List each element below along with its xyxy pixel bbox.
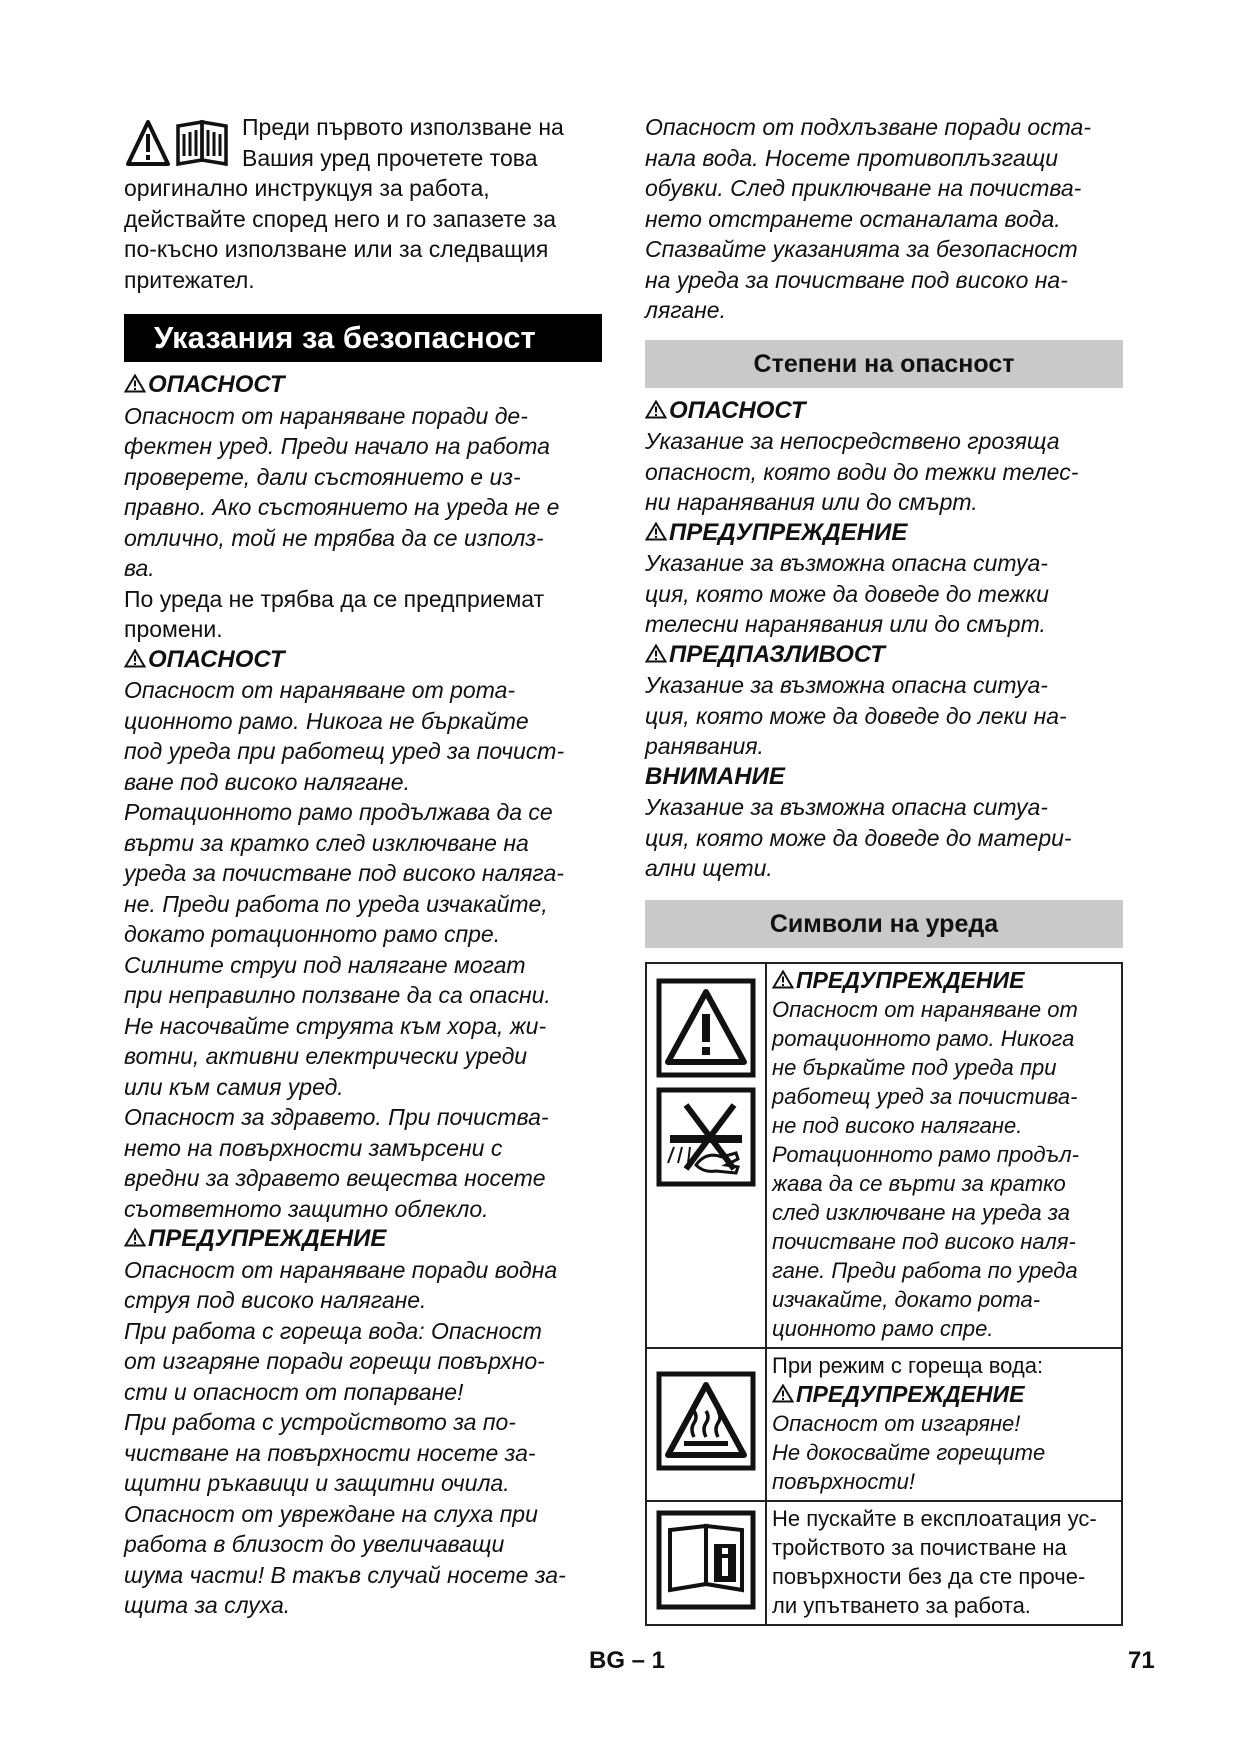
text-line: на уреда за почистване под високо на-: [645, 266, 1068, 293]
text-line: По уреда не трябва да се предприемат: [124, 585, 545, 612]
sym2-signal: [772, 1380, 1118, 1409]
text-line: При режим с гореща вода:: [772, 1352, 1044, 1378]
table-row: [646, 1348, 1122, 1501]
text-line: Спазвайте указанията за безопасност: [645, 236, 1078, 262]
signal-word: ОПАСНОСТ: [669, 396, 806, 424]
text-line: изчакайте, докато рота-: [772, 1286, 1041, 1312]
text-line: ция, която може да доведе до леки на-: [645, 702, 1067, 729]
symbols-table: [645, 962, 1123, 1626]
text-line: гане. Преди работа по уреда: [772, 1257, 1078, 1283]
table-row: [646, 963, 1122, 1348]
text-line: работещ уред за почистива-: [772, 1083, 1078, 1109]
text-line: след изключване на уреда за: [772, 1199, 1070, 1225]
text-line: При работа с гореща вода: Опасност: [124, 1317, 542, 1344]
text-line: не под високо налягане.: [772, 1112, 1023, 1138]
text-line: Опасност от нараняване поради водна: [124, 1256, 558, 1283]
text-line: нето отстранете останалата вода.: [645, 205, 1061, 232]
text-line: опасност, която води до тежки телес-: [645, 458, 1079, 485]
intro-line: действайте според него и го запазете за: [124, 205, 557, 232]
symbol-icon-cell: [646, 1348, 766, 1501]
signal-word: ОПАСНОСТ: [148, 371, 285, 398]
signal-word: ПРЕДУПРЕЖДЕНИЕ: [148, 1225, 387, 1252]
text-line: при неправилно ползване да са опасни.: [124, 982, 551, 1008]
text-line: тройството за почистване на: [772, 1534, 1067, 1560]
text-line: При работа с устройството за по-: [124, 1409, 516, 1435]
text-line: Не докосвайте горещите: [772, 1439, 1046, 1465]
text-line: Опасност от нараняване от: [772, 996, 1078, 1022]
text-line: докато ротационното рамо спре.: [124, 921, 501, 947]
text-line: върти за кратко след изключване на: [124, 829, 529, 856]
signal-word: ПРЕДПАЗЛИВОСТ: [669, 640, 885, 668]
warning-triangle-icon: [124, 1228, 146, 1247]
text-line: промени.: [124, 616, 223, 642]
hazard-levels-heading: Степени на опасност: [645, 340, 1123, 388]
intro-line: по-късно използване или за следващия: [124, 236, 549, 262]
text-line: ция, която може да доведе до матери-: [645, 824, 1072, 851]
warning-triangle-icon: [772, 1384, 794, 1403]
danger-signal-2: [124, 645, 604, 676]
level-danger-text: [645, 426, 1125, 518]
danger-text-2: [124, 675, 604, 1224]
hot-surface-icon: [656, 1371, 756, 1471]
text-line: ване под високо налягане.: [124, 768, 410, 795]
read-manual-icon: [656, 1510, 756, 1610]
text-line: лягане.: [645, 297, 726, 323]
warning-triangle-icon: [124, 374, 146, 393]
level-notice-text: [645, 792, 1125, 884]
level-caution-signal: [645, 640, 1125, 671]
text-line: Опасност от нараняване поради де-: [124, 402, 528, 429]
text-line: ни наранявания или до смърт.: [645, 489, 978, 515]
text-line: ва.: [124, 555, 155, 581]
table-row: [646, 1501, 1122, 1625]
level-warning-signal: [645, 518, 1125, 549]
text-line: струя под високо налягане.: [124, 1287, 427, 1313]
text-line: вредни за здравето вещества носете: [124, 1165, 546, 1191]
text-line: Опасност от изгаряне!: [772, 1410, 1021, 1436]
level-danger-signal: [645, 396, 1125, 427]
text-line: Указание за непосредствено грозяща: [645, 428, 1060, 454]
warning-signal: [124, 1224, 604, 1255]
text-line: под уреда при работещ уред за почист-: [124, 738, 565, 764]
text-line: работа в близост до увеличаващи: [124, 1531, 505, 1557]
text-line: ционното рамо. Никога не бъркайте: [124, 707, 529, 734]
device-symbols-heading: Символи на уреда: [645, 900, 1123, 948]
text-line: ли упътването за работа.: [772, 1592, 1031, 1618]
continued-text: [645, 112, 1125, 326]
right-column: [645, 112, 1125, 1626]
intro-line: Вашия уред прочетете това: [242, 144, 538, 171]
text-line: повърхности!: [772, 1468, 916, 1494]
signal-word: ПРЕДУПРЕЖДЕНИЕ: [669, 518, 908, 546]
sym1-text: [772, 995, 1118, 1343]
level-notice-signal: [645, 762, 1125, 793]
text-line: Не пускайте в експлоатация ус-: [772, 1505, 1097, 1531]
text-line: не бъркайте под уреда при: [772, 1054, 1057, 1080]
text-line: Не насочвайте струята към хора, жи-: [124, 1012, 547, 1039]
footer-page-number: 71: [1128, 1647, 1155, 1674]
general-warning-icon: [656, 978, 756, 1078]
sym1-signal: [772, 966, 1118, 995]
warning-manual-icon: [124, 118, 232, 172]
text-line: Указание за възможна опасна ситуа-: [645, 672, 1048, 698]
text-line: или към самия уред.: [124, 1073, 344, 1100]
danger-text-1: [124, 401, 604, 584]
symbol-text-cell: [766, 963, 1122, 1348]
footer-language-page: BG – 1: [589, 1647, 666, 1674]
text-line: не. Преди работа по уреда изчакайте,: [124, 890, 548, 917]
signal-word: ВНИМАНИЕ: [645, 762, 785, 790]
text-line: Указание за възможна опасна ситуа-: [645, 550, 1048, 576]
text-line: от изгаряне поради горещи повърхно-: [124, 1348, 545, 1374]
text-line: Ротационното рамо продъл-: [772, 1141, 1079, 1167]
intro-paragraph: [124, 112, 604, 295]
symbol-icon-cell: [646, 1501, 766, 1625]
symbol-icon-cell: [646, 963, 766, 1348]
intro-line: оригинално инструкцуя за работа,: [124, 175, 490, 201]
signal-word: ПРЕДУПРЕЖДЕНИЕ: [796, 1380, 1025, 1407]
text-line: вотни, активни електрически уреди: [124, 1043, 528, 1069]
text-line: телесни наранявания или до смърт.: [645, 611, 1046, 637]
text-line: нето на повърхности замърсени с: [124, 1134, 503, 1161]
left-column: [124, 112, 604, 1621]
text-line: Опасност за здравето. При почиства-: [124, 1104, 549, 1130]
text-line: ционното рамо спре.: [772, 1315, 994, 1341]
level-caution-text: [645, 670, 1125, 762]
text-line: ранявания.: [645, 733, 764, 759]
text-line: почистване под високо наля-: [772, 1228, 1076, 1254]
symbol-text-cell: [766, 1501, 1122, 1625]
signal-word: ПРЕДУПРЕЖДЕНИЕ: [796, 966, 1025, 993]
warning-triangle-icon: [645, 400, 667, 419]
text-line: уреда за почистване под високо наляга-: [124, 860, 564, 886]
text-line: Указание за възможна опасна ситуа-: [645, 794, 1048, 820]
sym2-text: [772, 1409, 1118, 1496]
text-line: жава да се върти за кратко: [772, 1170, 1066, 1196]
text-line: правно. Ако състоянието на уреда не е: [124, 494, 560, 520]
text-line: Опасност от увреждане на слуха при: [124, 1500, 538, 1527]
text-line: Опасност от нараняване от рота-: [124, 677, 516, 703]
text-line: сти и опасност от попарване!: [124, 1378, 464, 1405]
text-line: проверете, дали състоянието е из-: [124, 463, 521, 490]
text-line: отлично, той не трябва да се използ-: [124, 524, 544, 551]
intro-line: притежател.: [124, 266, 255, 293]
symbol-text-cell: [766, 1348, 1122, 1501]
no-hand-rotating-arm-icon: [656, 1087, 756, 1187]
warning-text: [124, 1255, 604, 1621]
safety-heading: Указания за безопасност: [124, 314, 602, 362]
text-line: ротационното рамо. Никога: [772, 1025, 1075, 1051]
intro-line: Преди първото използване на: [242, 114, 564, 140]
warning-triangle-icon: [645, 644, 667, 663]
text-line: шума части! В такъв случай носете за-: [124, 1561, 566, 1588]
level-warning-text: [645, 548, 1125, 640]
text-line: ални щети.: [645, 855, 773, 881]
modification-note: [124, 584, 604, 645]
text-line: повърхности без да сте проче-: [772, 1563, 1086, 1589]
danger-signal-1: [124, 370, 604, 401]
text-line: обувки. След приключване на почиства-: [645, 175, 1082, 201]
text-line: Опасност от подхлъзване поради оста-: [645, 114, 1091, 140]
text-line: фектен уред. Преди начало на работа: [124, 433, 550, 459]
signal-word: ОПАСНОСТ: [148, 645, 285, 673]
text-line: Ротационното рамо продължава да се: [124, 799, 553, 825]
text-line: съответното защитно облекло.: [124, 1195, 489, 1222]
text-line: нала вода. Носете противоплъзгащи: [645, 144, 1059, 171]
text-line: ция, която може да доведе до тежки: [645, 580, 1049, 607]
text-line: щитни ръкавици и защитни очила.: [124, 1470, 510, 1496]
warning-triangle-icon: [645, 522, 667, 541]
warning-triangle-icon: [124, 649, 146, 668]
text-line: чистване на повърхности носете за-: [124, 1439, 536, 1466]
warning-triangle-icon: [772, 970, 794, 989]
text-line: щита за слуха.: [124, 1592, 291, 1618]
text-line: Силните струи под налягане могат: [124, 951, 526, 978]
